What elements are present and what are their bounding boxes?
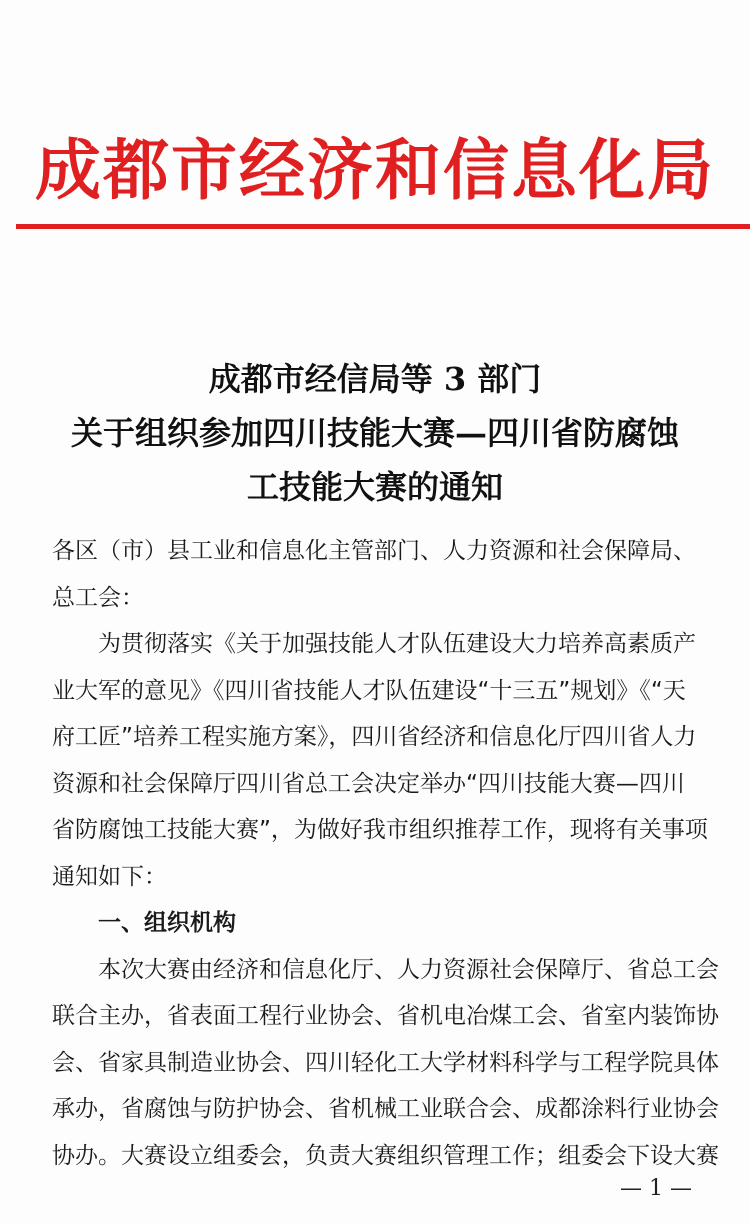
title-line-3: 工技能大赛的通知 — [246, 468, 503, 506]
paragraph-line: 为贯彻落实《关于加强技能人才队伍建设大力培养高素质产 — [98, 631, 696, 657]
document-title — [0, 352, 750, 514]
paragraph-line: 业大军的意见》《四川省技能人才队伍建设“十三五”规划》《“天 — [52, 677, 686, 704]
title-line-2: 关于组织参加四川技能大赛—四川省防腐蚀 — [70, 414, 679, 452]
addressee-line-1: 各区（市）县工业和信息化主管部门、人力资源和社会保障局、 — [52, 538, 696, 564]
letterhead-red-rule — [16, 224, 750, 229]
paragraph-line: 承办，省腐蚀与防护协会、省机械工业联合会、成都涂料行业协会 — [52, 1096, 719, 1122]
paragraph-line: 资源和社会保障厅四川省总工会决定举办“四川技能大赛—四川 — [52, 770, 685, 797]
paragraph-line: 通知如下： — [52, 863, 167, 890]
document-body — [52, 528, 722, 1179]
paragraph-line: 协办。大赛设立组委会，负责大赛组织管理工作；组委会下设大赛 — [52, 1142, 719, 1169]
paragraph-line: 府工匠”培养工程实施方案》，四川省经济和信息化厅四川省人力 — [52, 724, 697, 750]
paragraph-line: 本次大赛由经济和信息化厅、人力资源社会保障厅、省总工会 — [98, 956, 719, 983]
paragraph-line: 省防腐蚀工技能大赛”，为做好我市组织推荐工作，现将有关事项 — [52, 817, 708, 843]
title-line-1: 成都市经信局等 3 部门 — [208, 360, 542, 398]
paragraph-line: 会、省家具制造业协会、四川轻化工大学材料科学与工程学院具体 — [52, 1049, 719, 1076]
letterhead-org-name: 成都市经济和信息化局 — [35, 131, 715, 209]
addressee-line-2: 总工会： — [52, 584, 144, 611]
section-heading: 一、组织机构 — [98, 910, 236, 936]
page-number: — 1 — — [620, 1176, 692, 1201]
paragraph-line: 联合主办，省表面工程行业协会、省机电冶煤工会、省室内装饰协 — [52, 1003, 719, 1029]
